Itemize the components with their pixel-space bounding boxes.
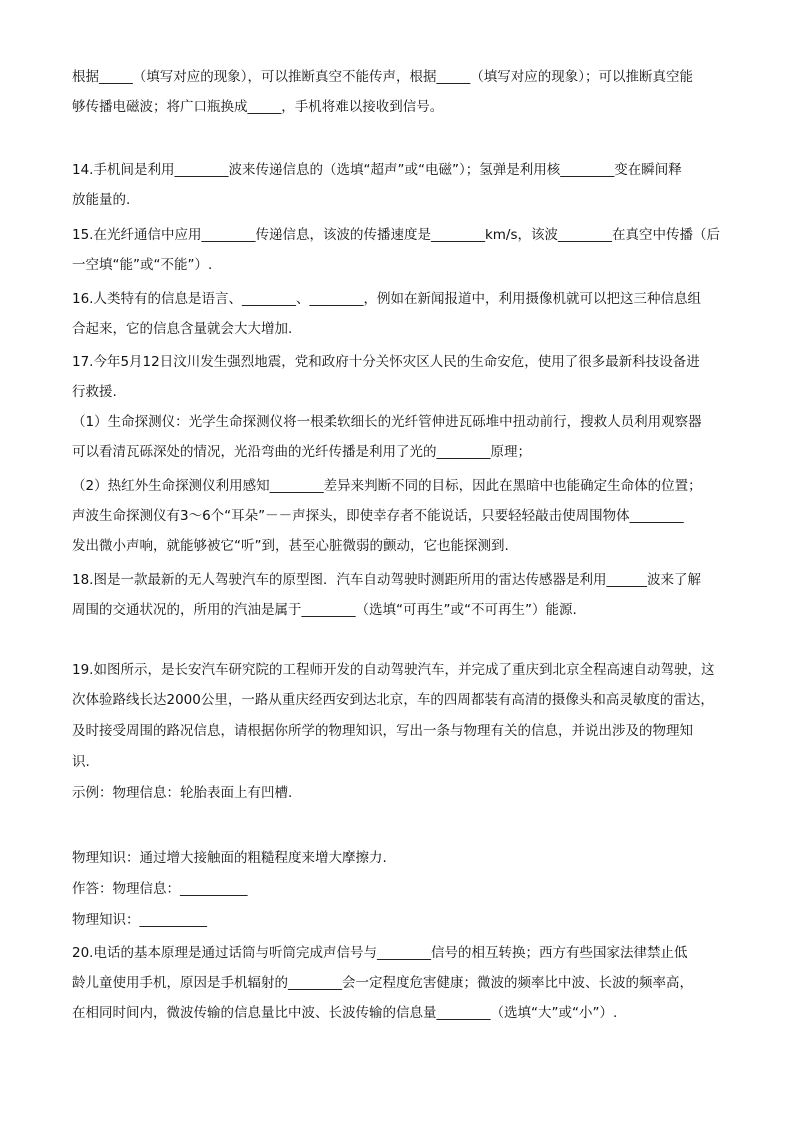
question-19-example: 示例：物理信息：轮胎表面上有凹槽. [72, 785, 293, 801]
text-line-2: 够传播电磁波；将广口瓶换成_____，手机将难以接收到信号。 [72, 99, 444, 115]
question-17-line-1: 17.今年5月12日汶川发生强烈地震，党和政府十分关怀灾区人民的生命安危，使用了很多最新科技设备进 [72, 354, 700, 370]
question-19-line-1: 19.如图所示，是长安汽车研究院的工程师开发的自动驾驶汽车，并完成了重庆到北京全程高速自动驾驶，这 [72, 662, 715, 678]
question-16-line-1: 16.人类特有的信息是语言、________、________，例如在新闻报道中，利用摄像机就可以把这三种信息组 [72, 291, 701, 307]
question-17-part-1-line-2: 可以看清瓦砾深处的情况，光沿弯曲的光纤传播是利用了光的________原理； [72, 444, 531, 460]
question-20-line-2: 龄儿童使用手机，原因是手机辐射的________会一定程度危害健康；微波的频率比中波、长波的频率高， [72, 975, 693, 991]
question-14-line-1: 14.手机间是利用________波来传递信息的（选填“超声”或“电磁”）；氢弹是利用核________变在瞬间释 [72, 162, 682, 178]
question-14-line-2: 放能量的. [72, 192, 131, 208]
question-18-line-1: 18.图是一款最新的无人驾驶汽车的原型图．汽车自动驾驶时测距所用的雷达传感器是利用______波来了解 [72, 572, 701, 588]
question-17-part-2-line-2: 声波生命探测仪有3～6个“耳朵”－－声探头，即使幸存者不能说话，只要轻轻敲击使周围物体________ [72, 508, 684, 524]
question-17-line-2: 行救援. [72, 384, 117, 400]
question-16-line-2: 合起来，它的信息含量就会大大增加. [72, 321, 293, 337]
question-19-line-3: 及时接受周围的路况信息，请根据你所学的物理知识，写出一条与物理有关的信息，并说出涉及的物理知 [72, 723, 693, 739]
question-15-line-2: 一空填“能”或“不能”）. [72, 257, 213, 273]
question-19-example-knowledge: 物理知识：通过增大接触面的粗糙程度来增大摩擦力. [72, 850, 387, 866]
question-17-part-1-line-1: （1）生命探测仪：光学生命探测仪将一根柔软细长的光纤管伸进瓦砾堆中扭动前行，搜救人员利用观察器 [72, 414, 702, 430]
question-19-line-4: 识. [72, 754, 90, 770]
question-19-answer-knowledge: 物理知识：__________ [72, 912, 207, 928]
question-17-part-2-line-3: 发出微小声响，就能够被它“听”到，甚至心脏微弱的颤动，它也能探测到. [72, 538, 509, 554]
question-18-line-2: 周围的交通状况的，所用的汽油是属于________（选填“可再生”或“不可再生”）能源. [72, 602, 577, 618]
question-15-line-1: 15.在光纤通信中应用________传递信息，该波的传播速度是________km/s，该波________在真空中传播（后 [72, 227, 721, 243]
question-19-line-2: 次体验路线长达2000公里，一路从重庆经西安到达北京，车的四周都装有高清的摄像头和高灵敏度的雷达， [72, 692, 714, 708]
text-line-1: 根据_____（填写对应的现象），可以推断真空不能传声，根据_____（填写对应的现象）；可以推断真空能 [72, 69, 693, 85]
question-20-line-1: 20.电话的基本原理是通过话筒与听筒完成声信号与________信号的相互转换；西方有些国家法律禁止低 [72, 945, 688, 961]
question-19-answer-info: 作答：物理信息：__________ [72, 881, 248, 897]
question-17-part-2-line-1: （2）热红外生命探测仪利用感知________差异来判断不同的目标，因此在黑暗中也能确定生命体的位置； [72, 478, 702, 494]
question-20-line-3: 在相同时间内，微波传输的信息量比中波、长波传输的信息量________（选填“大”或“小”）. [72, 1005, 618, 1021]
